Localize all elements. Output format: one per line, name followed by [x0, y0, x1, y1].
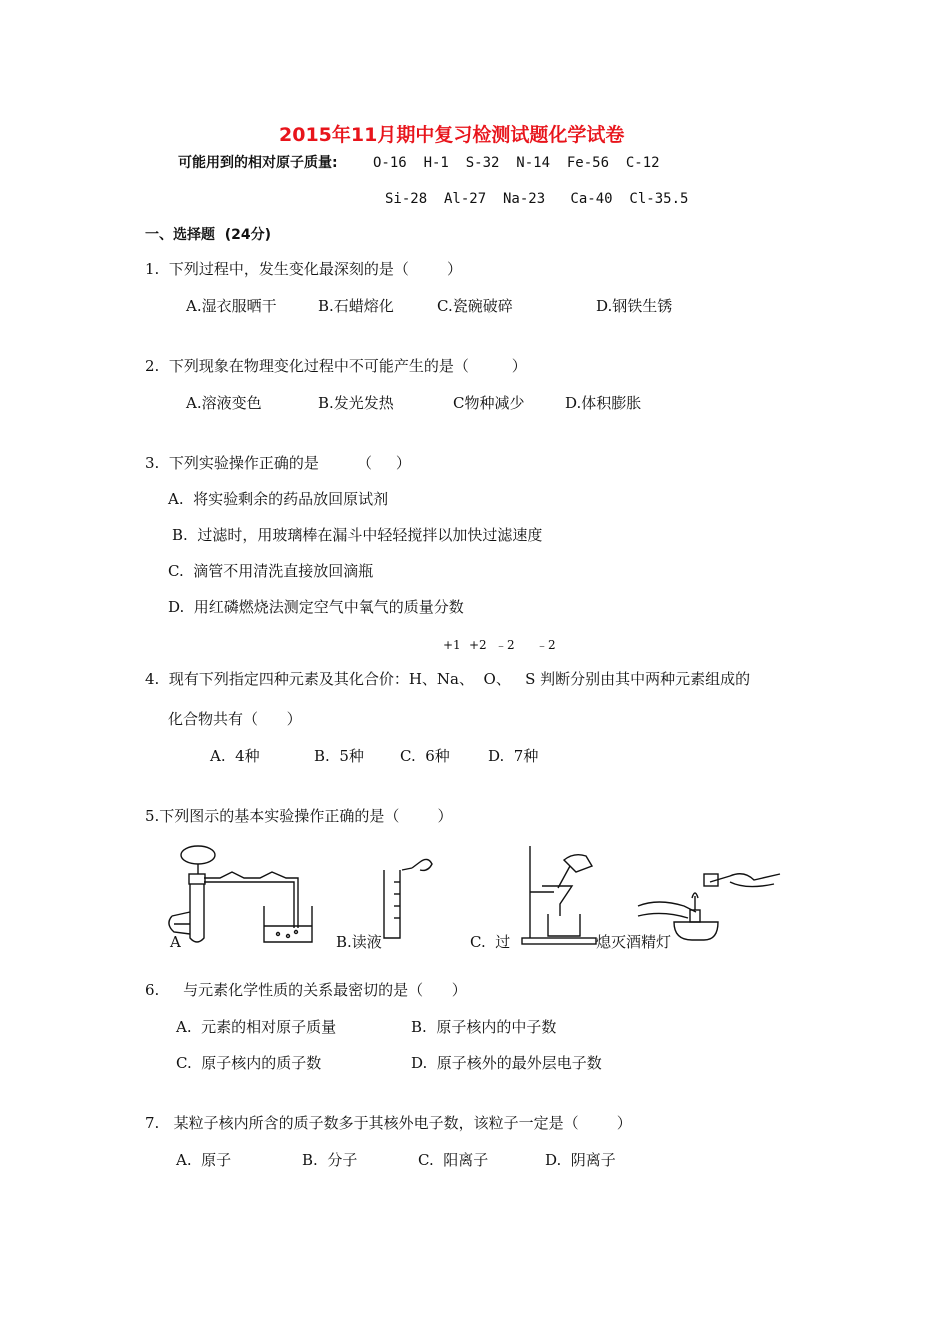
question-7-option-d: D. 阴离子	[545, 1151, 616, 1169]
question-1-option-b: B.石蜡熔化	[318, 297, 394, 315]
question-4-option-c: C. 6种	[400, 747, 450, 765]
valence-s: ﹣2	[536, 638, 556, 652]
atomic-mass-label: 可能用到的相对原子质量:	[178, 155, 338, 171]
question-4-option-b: B. 5种	[314, 747, 364, 765]
question-6-stem: 6. 与元素化学性质的关系最密切的是（ ）	[145, 981, 467, 999]
question-6-option-d: D. 原子核外的最外层电子数	[411, 1054, 602, 1072]
question-3-option-b: B. 过滤时，用玻璃棒在漏斗中轻轻搅拌以加快过滤速度	[172, 526, 543, 544]
atomic-mass-line-2: Si-28 Al-27 Na-23 Ca-40 Cl-35.5	[385, 191, 689, 207]
question-4-stem-line-1: 4. 现有下列指定四种元素及其化合价：H、Na、 O、 S 判断分别由其中两种元素组成的	[145, 670, 751, 688]
question-5-stem: 5.下列图示的基本实验操作正确的是（ ）	[145, 807, 453, 825]
atomic-mass-line-1: O-16 H-1 S-32 N-14 Fe-56 C-12	[373, 155, 660, 171]
question-3-option-c: C. 滴管不用清洗直接放回滴瓶	[168, 562, 374, 580]
section-heading: 一、选择题 (24分)	[145, 227, 272, 243]
question-7-option-b: B. 分子	[302, 1151, 358, 1169]
question-6-option-b: B. 原子核内的中子数	[411, 1018, 557, 1036]
valence-na: +2	[469, 638, 487, 652]
question-1-stem: 1. 下列过程中，发生变化最深刻的是（ ）	[145, 260, 462, 278]
page-title: 2015年11月期中复习检测试题化学试卷	[279, 124, 625, 146]
question-6-option-a: A. 元素的相对原子质量	[176, 1018, 337, 1036]
figure-b-label: B.读液	[336, 933, 382, 951]
question-3-option-a: A. 将实验剩余的药品放回原试剂	[168, 490, 389, 508]
question-2-option-b: B.发光发热	[318, 394, 394, 412]
question-3-option-d: D. 用红磷燃烧法测定空气中氧气的质量分数	[168, 598, 464, 616]
question-2-stem: 2. 下列现象在物理变化过程中不可能产生的是（ ）	[145, 357, 527, 375]
question-7-option-c: C. 阳离子	[418, 1151, 489, 1169]
figure-a-airtightness-check	[160, 842, 330, 948]
question-4-option-a: A. 4种	[210, 747, 260, 765]
question-2-option-c: C物种减少	[453, 394, 525, 412]
question-2-option-a: A.溶液变色	[186, 394, 262, 412]
question-1-option-d: D.钢铁生锈	[596, 297, 673, 315]
figure-a-label: A	[170, 933, 181, 951]
question-6-option-c: C. 原子核内的质子数	[176, 1054, 322, 1072]
question-7-option-a: A. 原子	[176, 1151, 232, 1169]
figure-c-label: C. 过	[470, 933, 511, 951]
question-7-stem: 7. 某粒子核内所含的质子数多于其核外电子数，该粒子一定是（ ）	[145, 1114, 632, 1132]
question-2-option-d: D.体积膨胀	[565, 394, 642, 412]
question-1-option-a: A.湿衣服晒干	[186, 297, 277, 315]
figure-c-filtration	[508, 842, 608, 948]
question-3-stem: 3. 下列实验操作正确的是 （ ）	[145, 454, 411, 472]
figure-d-label: 熄灭酒精灯	[596, 933, 672, 951]
question-1-option-c: C.瓷碗破碎	[437, 297, 513, 315]
figure-b-graduated-cylinder	[372, 848, 442, 944]
question-4-option-d: D. 7种	[488, 747, 539, 765]
valence-h: +1	[443, 638, 461, 652]
question-4-stem-line-2: 化合物共有（ ）	[168, 710, 302, 728]
valence-o: ﹣2	[495, 638, 515, 652]
